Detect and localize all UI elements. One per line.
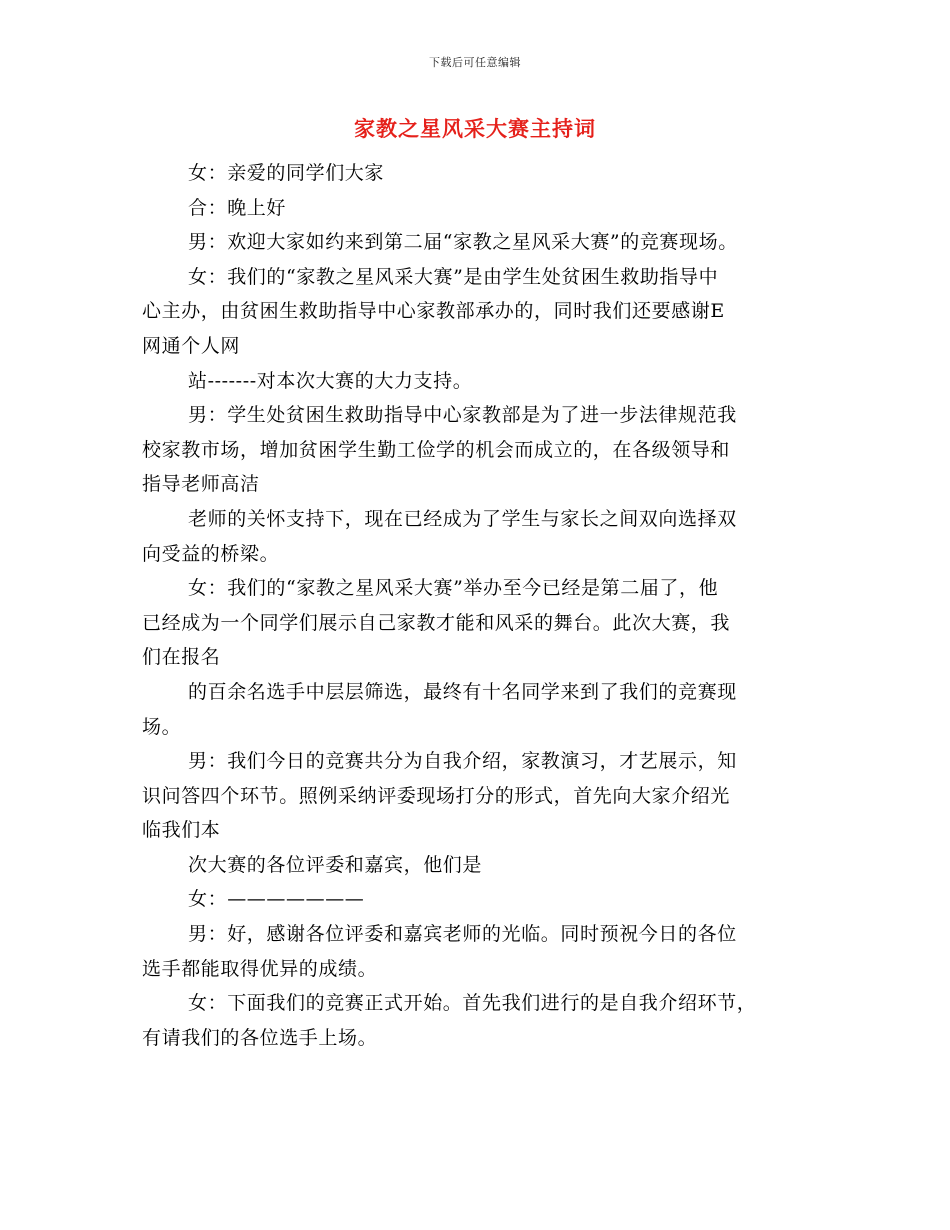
text-line: 女：——————— <box>188 888 365 911</box>
text-line: 临我们本 <box>142 819 221 842</box>
text-line: 选手都能取得优异的成绩。 <box>142 957 378 980</box>
text-line: 有请我们的各位选手上场。 <box>142 1026 378 1049</box>
text-line: 女：我们的“家教之星风采大赛”举办至今已经是第二届了，他 <box>188 577 719 600</box>
text-line: 已经成为一个同学们展示自己家教才能和风采的舞台。此次大赛，我 <box>142 611 731 634</box>
document-title: 家教之星风采大赛主持词 <box>354 116 596 141</box>
text-line: 场。 <box>142 715 182 738</box>
text-line: 识问答四个环节。照例采纳评委现场打分的形式，首先向大家介绍光 <box>142 784 731 807</box>
text-line: 校家教市场，增加贫困学生勤工俭学的机会而成立的，在各级领导和 <box>142 438 731 461</box>
text-line: 们在报名 <box>142 646 221 669</box>
text-line: 男：欢迎大家如约来到第二届“家教之星风采大赛”的竞赛现场。 <box>188 231 738 254</box>
text-line: 向受益的桥梁。 <box>142 542 280 565</box>
text-line: 女：下面我们的竞赛正式开始。首先我们进行的是自我介绍环节， <box>188 992 757 1015</box>
body-text <box>142 156 814 1055</box>
text-line: 指导老师高洁 <box>142 473 260 496</box>
text-line: 心主办，由贫困生救助指导中心家教部承办的，同时我们还要感谢E <box>142 300 725 323</box>
text-line: 站-------对本次大赛的大力支持。 <box>188 369 473 392</box>
text-line: 老师的关怀支持下，现在已经成为了学生与家长之间双向选择双 <box>188 507 737 530</box>
text-line: 合：晚上好 <box>188 196 287 219</box>
text-line: 女：亲爱的同学们大家 <box>188 162 385 184</box>
text-line: 男：好，感谢各位评委和嘉宾老师的光临。同时预祝今日的各位 <box>188 923 737 946</box>
text-line: 次大赛的各位评委和嘉宾，他们是 <box>188 853 483 876</box>
text-line: 男：学生处贫困生救助指导中心家教部是为了进一步法律规范我 <box>188 404 737 427</box>
text-line: 女：我们的“家教之星风采大赛”是由学生处贫困生救助指导中 <box>188 265 719 288</box>
header-note: 下载后可任意编辑 <box>429 56 521 69</box>
text-line: 的百余名选手中层层筛选，最终有十名同学来到了我们的竞赛现 <box>188 680 737 703</box>
text-line: 男：我们今日的竞赛共分为自我介绍，家教演习，才艺展示，知 <box>188 750 737 773</box>
text-line: 网通个人网 <box>142 334 241 357</box>
